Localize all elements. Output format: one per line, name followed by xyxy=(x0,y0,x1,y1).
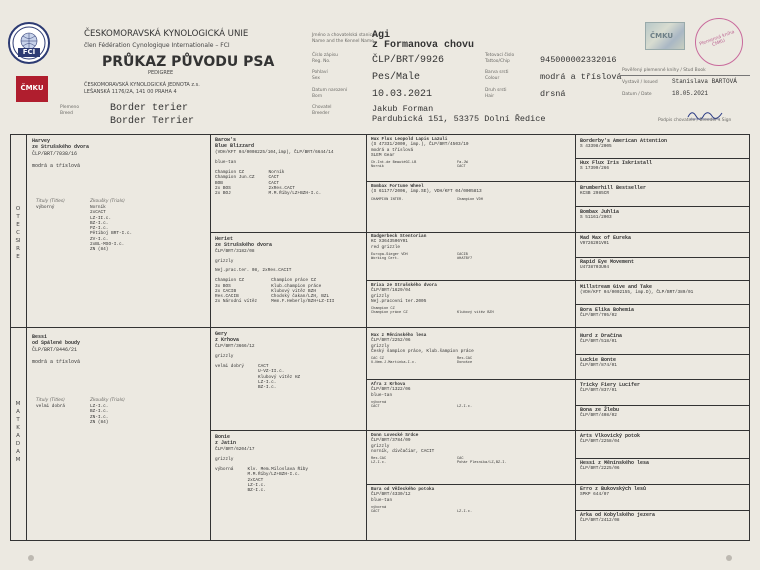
great-great-grandparent-name: Nurd z Dračína xyxy=(580,333,623,339)
hologram-text: ČMKU xyxy=(650,32,674,40)
sire-tests xyxy=(90,205,132,253)
gggp-divider-2 xyxy=(575,206,750,207)
ggp-divider-2 xyxy=(366,280,750,281)
sex-label: Pohlaví xyxy=(312,70,328,75)
grandparent-name: Barow's xyxy=(215,137,237,143)
great-great-grandparent-cell xyxy=(580,307,746,319)
great-grandparent-test-item: Champion práce CZ xyxy=(371,311,408,316)
grandparent-title-item: 2x BOS xyxy=(215,185,231,191)
chip-label: Tetovací číslo xyxy=(485,53,515,58)
gggp-divider-3 xyxy=(575,257,750,258)
dog-sex: Pes/Male xyxy=(372,72,421,83)
grandparent-tests xyxy=(271,278,334,304)
col-divider-1 xyxy=(210,134,211,541)
dam-kennel: od Spálené boudy xyxy=(32,340,81,347)
great-great-grandparent-name: Tricky Fiery Lucifer xyxy=(580,382,641,388)
dam-titles-label: Tituly (Titles) xyxy=(36,398,65,403)
org-name: ČESKOMORAVSKÁ KYNOLOGICKÁ UNIE xyxy=(84,29,249,39)
grandparent-test-item: CACT xyxy=(257,364,269,370)
grandparent-results xyxy=(215,170,363,196)
sire-test-item: ZV-I.c. xyxy=(90,236,109,242)
sex-label-en: Sex xyxy=(312,76,321,81)
breeder-name: Jakub Forman xyxy=(372,104,434,114)
sire-test-item: 2xCACT xyxy=(90,210,106,216)
grandparent-title-item: Champion CZ xyxy=(215,170,244,176)
great-great-grandparent-cell xyxy=(580,460,746,472)
great-grandparent-cell xyxy=(371,382,571,409)
great-great-grandparent-name: Hessi z Měnínského lesa xyxy=(580,460,650,466)
issue-date-label: Datum / Date xyxy=(622,92,652,97)
grandparent-title-item: Champion Jun.CZ xyxy=(215,175,255,181)
great-grandparent-test-item: Pohár Plesníka/LZ,BZ-I. xyxy=(457,461,507,466)
great-grandparent-cell xyxy=(371,184,571,202)
great-grandparent-test-item: CACIB xyxy=(457,252,468,257)
great-grandparent-test-item: CACT xyxy=(371,405,380,410)
breeder-label-en: Breeder xyxy=(312,111,330,116)
great-grandparent-reg: ČLP/BRT/2252/06 xyxy=(371,338,411,344)
great-grandparent-colour: blue-tan xyxy=(371,392,393,398)
dog-colour: modrá a tříslová xyxy=(540,72,622,82)
great-grandparent-results xyxy=(371,253,571,262)
dam-title-item: velmi dobrá xyxy=(36,404,65,409)
great-grandparent-name: Badgerbeck Stentorian xyxy=(371,234,427,239)
great-grandparent-results xyxy=(371,161,571,170)
great-grandparent-test-item: CHAMPION INTER. xyxy=(371,197,404,202)
great-grandparent-test-item: #HATBY7 xyxy=(457,257,473,262)
great-grandparent-test-item: CAC CZ xyxy=(371,357,384,362)
grandparent-titles xyxy=(215,170,255,196)
great-great-grandparent-reg: (VDH/KFT 04/0002155, imp.D), ČLP/BRT/389/01 xyxy=(580,290,694,296)
ggp-divider-3 xyxy=(366,379,750,380)
grandparent-titles xyxy=(215,467,233,493)
great-grandparent-name: Afra z Krhova xyxy=(371,382,406,387)
great-grandparent-name: Hax z Měnínského lesa xyxy=(371,333,427,338)
grandparent-test-item: Chodský čakan/LZH, BZL xyxy=(271,294,330,300)
great-great-grandparent-cell xyxy=(580,357,746,369)
hair-label-en: Hair xyxy=(485,94,495,99)
gggp-divider-4 xyxy=(575,304,750,305)
great-great-grandparent-name: Erro z Bukovských lesů xyxy=(580,486,647,492)
issuer-name: Stanislava BARTOVÁ xyxy=(672,78,737,85)
table-top-border xyxy=(10,134,750,135)
great-great-grandparent-cell xyxy=(580,512,746,524)
dam-colour: modrá a tříslová xyxy=(32,358,81,365)
table-bottom-border xyxy=(10,540,750,541)
gggp-divider-1 xyxy=(575,158,750,159)
sire-tests-label: Zkoušky (Trials) xyxy=(90,199,125,204)
grandparent-kennel: Blue Blizzard xyxy=(215,143,255,150)
great-great-grandparent-name: Brumberhill Bestseller xyxy=(580,185,647,191)
grandparent-test-item: 2xCACT xyxy=(247,477,264,483)
doc-subtitle: PEDIGREE xyxy=(148,70,174,76)
reg-label-en: Reg. No. xyxy=(312,59,331,64)
great-great-grandparent-name: Bombax Juhlia xyxy=(580,209,620,215)
great-great-grandparent-name: Mad Max of Eureka xyxy=(580,235,632,241)
great-grandparent-test-item: Champion VDH xyxy=(457,197,483,202)
dam-reg: ČLP/BRT/8446/21 xyxy=(32,346,78,353)
stamp-text: Plemenná kniha ČMKU xyxy=(698,30,736,48)
great-great-grandparent-cell xyxy=(580,333,746,345)
reg-label: Číslo zápisu xyxy=(312,53,338,58)
great-grandparent-reg: ČLP/BRT/1629/04 xyxy=(371,288,411,294)
ggp-divider-4 xyxy=(366,484,750,485)
great-grandparent-extra: SLEM Gear xyxy=(371,152,395,158)
grandparent-tests xyxy=(269,170,322,196)
grandparent-test-item: Klubový vítěz HZ xyxy=(257,374,301,380)
great-great-grandparent-reg: ČLP/BRT/874/01 xyxy=(580,363,617,369)
great-great-grandparent-name: Bona ze Žlebu xyxy=(580,407,620,413)
issued-label: Vystavil / Issued xyxy=(622,80,658,85)
grandparent-colour: grizzly xyxy=(215,258,234,264)
great-grandparent-extra: Nej.pracovní ter.2005 xyxy=(371,298,427,304)
grandparent-reg: ČLP/BRT/6204/17 xyxy=(215,446,255,452)
sire-cell xyxy=(32,138,89,169)
sire-title-item: výborný xyxy=(36,205,55,210)
grandparent-title-item: 3x BOS xyxy=(215,283,231,289)
gp-divider-2 xyxy=(210,430,750,431)
breed-value-en: Border Terrier xyxy=(110,116,195,127)
great-grandparent-test-item: CACT xyxy=(457,165,466,170)
grandparent-colour: blue-tan xyxy=(215,159,237,165)
great-grandparent-test-item: Champion CZ xyxy=(371,307,395,312)
great-grandparent-test-item: výborná xyxy=(371,505,387,510)
great-grandparent-cell xyxy=(371,433,571,466)
great-grandparent-colour: red grizzle xyxy=(371,244,400,250)
great-great-grandparent-name: Luckie Bonte xyxy=(580,357,617,363)
breed-value-cz: Border terier xyxy=(110,103,189,114)
dam-tests xyxy=(90,404,108,425)
grandparent-test-item: 2xRes.CACT xyxy=(268,185,295,191)
dam-test-item: ZN (84) xyxy=(90,419,109,425)
dog-name-line1: Agi xyxy=(372,30,391,41)
grandparent-title-item: Res.CACIB xyxy=(215,294,239,300)
great-grandparent-test-item: Fa.JW xyxy=(457,161,468,166)
grandparent-name: Gery xyxy=(215,331,228,337)
great-great-grandparent-name: Millstream Give and Take xyxy=(580,284,653,290)
table-left-border xyxy=(10,134,11,541)
great-grandparent-colour: grizzly xyxy=(371,443,390,449)
great-grandparent-colour: grizzly xyxy=(371,343,390,349)
great-grandparent-test-item: CAC xyxy=(457,457,464,462)
great-grandparent-colour: grizzly xyxy=(371,293,390,299)
great-great-grandparent-cell xyxy=(580,382,746,394)
great-great-grandparent-reg: ČLP/BRT/2225/06 xyxy=(580,466,620,472)
dam-test-item: BZ-I.c. xyxy=(90,409,109,415)
great-great-grandparent-reg: V0726201V01 xyxy=(580,241,609,247)
col-divider-3 xyxy=(575,134,576,541)
grandparent-title-item: Champion CZ xyxy=(215,278,244,284)
grandparent-test-item: Norník xyxy=(268,170,285,176)
grandparent-results xyxy=(215,364,363,390)
grandparent-title-item: 2x CACIB xyxy=(215,288,237,294)
great-grandparent-test-item: U-Nem.J.Martínka-I.c. xyxy=(371,361,417,366)
sire-test-item: LZ-II.c. xyxy=(90,215,112,221)
grandparent-tests xyxy=(258,364,300,390)
grandparent-cell xyxy=(215,434,363,493)
great-grandparent-test-item: výborná xyxy=(371,400,387,405)
studbook-line xyxy=(620,75,750,76)
sire-titles xyxy=(36,205,54,210)
great-great-grandparent-cell xyxy=(580,185,746,197)
grandparent-title-item: 2x BOJ xyxy=(215,191,231,197)
fci-logo xyxy=(8,22,50,64)
kennel-org-line1: ČESKOMORAVSKÁ KYNOLOGICKÁ JEDNOTA z.s. xyxy=(84,82,200,88)
grandparent-titles xyxy=(215,364,244,390)
grandparent-title-item: výborná xyxy=(215,467,234,473)
fci-logo-text: FCI xyxy=(18,48,40,57)
grandparent-reg: ČLP/BRT/3666/12 xyxy=(215,343,255,349)
grandparent-cell xyxy=(215,137,363,196)
birth-label: Datum narození xyxy=(312,88,348,93)
chip-label-en: Tattoo/Chip xyxy=(485,59,510,64)
great-great-grandparent-reg: ČLP/BRT/2258/04 xyxy=(580,439,620,445)
great-grandparent-test-item: Ch.Int.de BeautéGC.LB xyxy=(371,161,417,166)
side-column-divider xyxy=(26,134,27,541)
great-grandparent-test-item: Klubový vítěz BZH xyxy=(457,311,494,316)
colour-label: Barva srsti xyxy=(485,70,509,75)
great-grandparent-colour: blue-tan xyxy=(371,497,393,503)
hair-label: Druh srsti xyxy=(485,88,507,93)
grandparent-test-item: CACT xyxy=(268,175,280,181)
grandparent-kennel: z Jatin xyxy=(215,440,237,447)
birth-label-en: Born xyxy=(312,94,323,99)
sire-dam-divider xyxy=(10,327,750,328)
grandparent-results xyxy=(215,278,363,304)
great-great-grandparent-reg: S 51161/2003 xyxy=(580,215,612,221)
grandparent-test-item: CACT xyxy=(268,180,280,186)
binder-hole-2 xyxy=(726,555,732,561)
great-great-grandparent-reg: ČLP/BRT/518/01 xyxy=(580,339,617,345)
side-label-sire: OTEC SIRE xyxy=(15,206,21,260)
grandparent-kennel: z Krhova xyxy=(215,337,240,344)
great-grandparent-name: Bura od Věžeckého potoka xyxy=(371,487,435,492)
grandparent-test-item: Klv. Mem.Miloslava Říby xyxy=(247,467,309,473)
great-grandparent-name: Brixa ze Strušského dvora xyxy=(371,283,437,288)
sire-test-item: ZN (84) xyxy=(90,247,109,253)
great-great-grandparent-name: Hux Flux Iris Iskristall xyxy=(580,160,653,166)
grandparent-name: Heriet xyxy=(215,236,234,242)
sire-reg: ČLP/BRT/7038/16 xyxy=(32,150,78,157)
great-grandparent-test-item: LZ-I.c. xyxy=(371,461,387,466)
gggp-divider-7 xyxy=(575,458,750,459)
gp-divider-1 xyxy=(210,232,750,233)
great-grandparent-name: Bombax Fortune Wheel xyxy=(371,184,424,189)
great-great-grandparent-cell xyxy=(580,235,746,247)
gggp-divider-6 xyxy=(575,405,750,406)
official-stamp xyxy=(695,18,743,66)
table-right-border xyxy=(749,134,750,541)
great-great-grandparent-reg: SPKP 644/07 xyxy=(580,492,609,498)
binder-hole-1 xyxy=(28,555,34,561)
name-label: Jméno a chovatelská stanice xyxy=(312,33,375,38)
great-grandparent-reg: KC X3643506Y01 xyxy=(371,239,408,245)
grandparent-cell xyxy=(215,331,363,390)
great-grandparent-cell xyxy=(371,234,571,261)
dog-reg-no: ČLP/BRT/9926 xyxy=(372,55,445,66)
sire-test-item: PZ-I.c. xyxy=(90,226,109,232)
gggp-divider-5 xyxy=(575,354,750,355)
great-grandparent-test-item: Working Cert. xyxy=(371,257,400,262)
grandparent-test-item: LZ-I.c. xyxy=(257,379,277,385)
great-great-grandparent-cell xyxy=(580,138,746,150)
hologram-sticker xyxy=(645,22,685,50)
dam-tests-label: Zkoušky (Trials) xyxy=(90,398,125,403)
great-great-grandparent-cell xyxy=(580,209,746,221)
sire-kennel: ze Strušského dvora xyxy=(32,144,90,151)
grandparent-test-item: Klubový vítěz BZH xyxy=(271,288,316,294)
issue-date: 18.05.2021 xyxy=(672,90,709,97)
grandparent-results xyxy=(215,467,363,493)
name-label-en: Name and the Kennel Name xyxy=(312,39,374,44)
grandparent-kennel: ze Strušského dvora xyxy=(215,242,273,249)
grandparent-title-item: velmi dobrý xyxy=(215,364,244,370)
grandparent-titles xyxy=(215,278,257,304)
dog-chip: 945000002332016 xyxy=(540,55,617,65)
great-grandparent-reg: ČLP/BRT/4330/12 xyxy=(371,492,411,498)
great-grandparent-reg: (S 61177/2006, imp.SE), VDH/KFT 04/0005813 xyxy=(371,189,482,195)
great-great-grandparent-reg: S 17399/266 xyxy=(580,166,609,172)
signature-label: Podpis chovatele / Breeder's Sign xyxy=(658,118,732,123)
great-grandparent-results xyxy=(371,198,571,202)
grandparent-reg: (VDH/KFT 04/0008225/104,imp), ČLP/BRT/6644/14 xyxy=(215,149,334,155)
breeder-address: Pardubická 151, 53375 Dolní Ředice xyxy=(372,114,546,124)
great-great-grandparent-name: Arts Vlkovický potok xyxy=(580,433,641,439)
great-grandparent-name: Donn Lovecké Srdce xyxy=(371,433,419,438)
great-grandparent-test-item: Donošce xyxy=(457,361,473,366)
side-label-dam: MATKA DAM xyxy=(15,401,21,463)
grandparent-test-item: Champion práce CZ xyxy=(271,278,316,284)
great-great-grandparent-name: Rapid Eye Movement xyxy=(580,259,635,265)
great-great-grandparent-name: Bora Elika Bohemia xyxy=(580,307,635,313)
sire-test-item: BZ-I.c. xyxy=(90,220,109,226)
great-grandparent-results xyxy=(371,357,571,366)
grandparent-tests xyxy=(247,467,308,493)
great-grandparent-reg: ČLP/BRT/1322/06 xyxy=(371,387,411,393)
grandparent-colour: grizzly xyxy=(215,353,234,359)
great-grandparent-cell xyxy=(371,283,571,316)
sire-test-item: 2xBL-MSO-I.c. xyxy=(90,241,125,247)
grandparent-test-item: LZ-I.c. xyxy=(247,482,266,488)
great-grandparent-extra: Český šampion práce, Klub.šampion práce xyxy=(371,348,474,354)
grandparent-test-item: M.M.Řiby/LZ+BZH-I.c. xyxy=(268,191,322,197)
great-great-grandparent-reg: ČLP/BRT/408/02 xyxy=(580,413,617,419)
dog-birth: 10.03.2021 xyxy=(372,89,433,100)
gggp-divider-8 xyxy=(575,510,750,511)
grandparent-test-item: U-VZ-II.c. xyxy=(257,369,285,375)
dam-test-item: LZ-I.c. xyxy=(90,404,109,409)
grandparent-name: Bonie xyxy=(215,434,231,440)
great-great-grandparent-cell xyxy=(580,407,746,419)
sire-test-item: Norník xyxy=(90,205,106,210)
colour-label-en: Colour xyxy=(485,76,500,81)
great-great-grandparent-reg: U4738703U04 xyxy=(580,265,609,271)
great-grandparent-reg: (S 47331/2009, imp.), ČLP/BRT/4503/10 xyxy=(371,142,469,148)
breed-label: Plemeno xyxy=(60,105,80,110)
great-grandparent-cell xyxy=(371,333,571,366)
great-grandparent-test-item: CACT xyxy=(371,510,380,515)
great-grandparent-colour: modrá a tříslová xyxy=(371,147,414,153)
great-grandparent-cell xyxy=(371,137,571,170)
dam-titles xyxy=(36,404,65,409)
grandparent-cell xyxy=(215,236,363,305)
great-grandparent-test-item: Res.CAC xyxy=(457,357,473,362)
col-divider-2 xyxy=(366,134,367,541)
doc-title: PRŮKAZ PŮVODU PSA xyxy=(102,54,275,70)
great-grandparent-results xyxy=(371,457,571,466)
great-grandparent-test-item: Res.CAC xyxy=(371,457,387,462)
great-great-grandparent-reg: ČLP/BRT/2412/08 xyxy=(580,518,620,524)
kennel-org-line2: LEŠANSKÁ 1176/2A, 141 00 PRAHA 4 xyxy=(84,89,177,95)
grandparent-extra: Nej.prac.ter. 08, 2xRes.CACIT xyxy=(215,268,292,274)
dog-name-line2: z Formanova chovu xyxy=(372,40,475,51)
great-great-grandparent-cell xyxy=(580,433,746,445)
grandparent-test-item: BZ-I.c. xyxy=(257,385,277,391)
grandparent-reg: ČLP/BRT/3182/08 xyxy=(215,248,255,254)
great-grandparent-test-item: LZ-I.c. xyxy=(457,510,473,515)
great-great-grandparent-cell xyxy=(580,284,746,296)
dam-cell xyxy=(32,334,80,365)
cmku-logo-text: ČMKU xyxy=(20,84,44,92)
org-subtitle: člen Fédération Cynologique Internationale – FCI xyxy=(84,42,230,49)
great-grandparent-cell xyxy=(371,487,571,514)
sire-colour: modrá a tříslová xyxy=(32,162,81,169)
sire-name: Harvey xyxy=(32,138,51,144)
great-great-grandparent-reg: KCSB 2985CR xyxy=(580,191,609,197)
grandparent-test-item: Mem.F.Heberly/BZH+LZ-III xyxy=(271,299,335,305)
great-grandparent-test-item: Europa-Sieger VDH xyxy=(371,252,408,257)
sire-test-item: Pětiboj BRT-I.c. xyxy=(90,231,133,237)
great-grandparent-reg: ČLP/BRT/3784/09 xyxy=(371,438,411,444)
great-great-grandparent-cell xyxy=(580,486,746,498)
dam-name: Bessi xyxy=(32,334,48,340)
studbook-label: Pověřený plemenné knihy / Stud Book xyxy=(622,68,706,73)
cmku-logo xyxy=(16,76,48,102)
breeder-label: Chovatel xyxy=(312,105,332,110)
breed-label-en: Breed xyxy=(60,111,73,116)
grandparent-colour: grizzly xyxy=(215,456,234,462)
great-great-grandparent-reg: ČLP/BRT/705/02 xyxy=(580,313,617,319)
grandparent-title-item: BOB xyxy=(215,180,223,186)
great-grandparent-extra: norník, dívčačíar, CACIT xyxy=(371,448,435,454)
grandparent-test-item: Klub.champion práce xyxy=(271,283,322,289)
great-great-grandparent-name: Borderby's American Attention xyxy=(580,138,668,144)
dam-test-item: ZN-I.c. xyxy=(90,414,109,420)
great-grandparent-results xyxy=(371,307,571,316)
great-grandparent-test-item: Norník xyxy=(371,165,384,170)
sire-titles-label: Tituly (Titles) xyxy=(36,199,65,204)
great-grandparent-results xyxy=(371,506,571,515)
great-grandparent-name: Hux Flux Leopold Lapis Lazuli xyxy=(371,137,448,142)
grandparent-test-item: M.M.Říby/LZ+BZH-I.c. xyxy=(247,472,301,478)
great-great-grandparent-cell xyxy=(580,259,746,271)
great-grandparent-test-item: LZ-I.c. xyxy=(457,405,473,410)
great-great-grandparent-reg: ČLP/BRT/837/01 xyxy=(580,388,617,394)
great-great-grandparent-name: Arka od Kobylského jezera xyxy=(580,512,656,518)
grandparent-test-item: BZ-I.c. xyxy=(247,488,266,494)
dog-hair: drsná xyxy=(540,89,566,99)
great-great-grandparent-cell xyxy=(580,160,746,172)
great-grandparent-results xyxy=(371,401,571,410)
great-great-grandparent-reg: S 43398/2005 xyxy=(580,144,612,150)
ggp-divider-1 xyxy=(366,181,750,182)
grandparent-title-item: 2x Národní vítěz xyxy=(215,299,258,305)
